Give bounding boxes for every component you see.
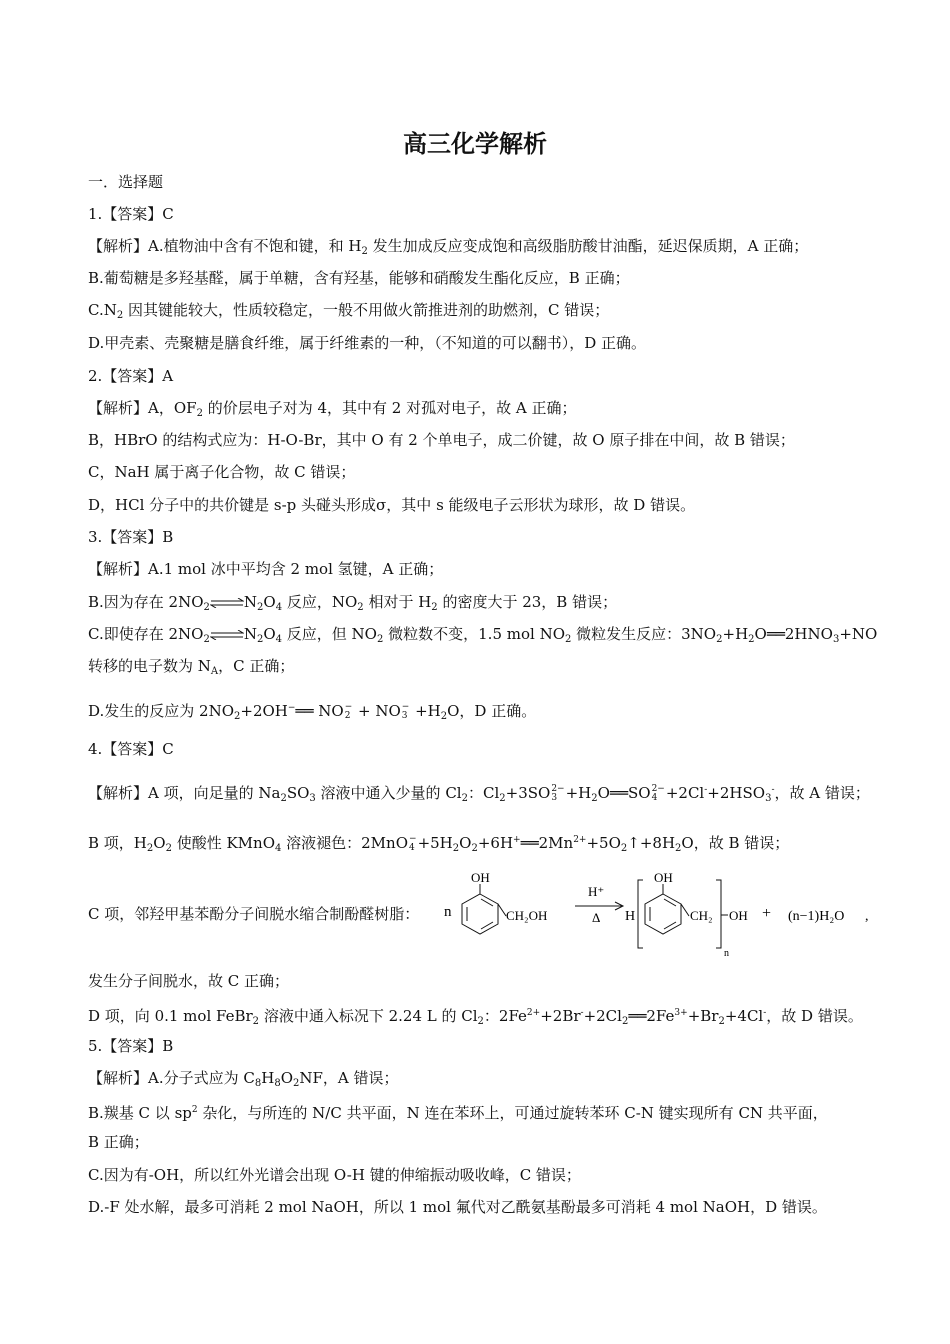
eq-subscript-n: n bbox=[724, 948, 729, 959]
eq-oh-2: OH bbox=[654, 870, 673, 885]
q3-option-d: D.发生的反应为 $2NO_2+2OH^-══$ NO − 2 + NO − 3 $+H_2O$，D 正确。 bbox=[88, 702, 537, 722]
eq-comma: , bbox=[865, 909, 869, 924]
q3-option-c: C.即使存在 $2NO_2$ $N_2O_4$ 反应，但 $NO_2$ 微粒数不变，1.5 mol $NO_2$ 微粒发生反应：$3NO_2+H_2O══2HNO_3+NO$ bbox=[88, 625, 878, 645]
q1-answer: 1.【答案】C bbox=[88, 205, 174, 223]
q3-option-c-cont: 转移的电子数为 $N_A$，C 正确； bbox=[88, 657, 295, 677]
q4-option-c-conclusion: 发生分子间脱水，故 C 正确； bbox=[88, 972, 290, 990]
eq-oh-end: OH bbox=[729, 908, 748, 923]
eq-n: n bbox=[444, 904, 452, 920]
phenolic-resin-equation bbox=[440, 870, 880, 960]
q4-option-d: D 项，向 0.1 mol FeBr$_2$ 溶液中通入标况下 2.24 L 的 $Cl_2$：$2Fe^{2+}+2Br^-+2Cl_2══2Fe^{3+}+Br_2+4Cl^-$，故 D 错误。 bbox=[88, 1007, 863, 1027]
q3-option-b: B.因为存在 $2NO_2$ $N_2O_4$ 反应，$NO_2$ 相对于 $H_2$ 的密度大于 23，B 错误； bbox=[88, 593, 618, 613]
q4-answer: 4.【答案】C bbox=[88, 740, 174, 758]
q5-answer: 5.【答案】B bbox=[88, 1037, 174, 1055]
q5-option-a: 【解析】A.分子式应为 $C_8H_8O_2NF$，A 错误； bbox=[88, 1069, 399, 1089]
eq-ch2: CH₂ bbox=[690, 908, 713, 923]
eq-plus: + bbox=[762, 905, 772, 922]
q2-option-b: B，HBrO 的结构式应为：H-O-Br，其中 O 有 2 个单电子，成二价键，故 O 原子排在中间，故 B 错误； bbox=[88, 431, 795, 449]
q2-option-a: 【解析】A，$OF_2$ 的价层电子对为 4，其中有 2 对孤对电子，故 A 正确； bbox=[88, 399, 577, 419]
eq-oh-1: OH bbox=[471, 870, 490, 885]
q5-option-c: C.因为有-OH，所以红外光谱会出现 O-H 键的伸缩振动吸收峰，C 错误； bbox=[88, 1166, 581, 1184]
q3-answer: 3.【答案】B bbox=[88, 528, 174, 546]
q5-option-b: B.羰基 C 以 $sp^2$ 杂化，与所连的 N/C 共平面，N 连在苯环上，可通过旋转苯环 C-N 键实现所有 CN 共平面， bbox=[88, 1104, 828, 1122]
equilibrium-arrow bbox=[210, 598, 244, 608]
q5-option-d: D.-F 处水解，最多可消耗 2 mol NaOH，所以 1 mol 氟代对乙酰氨基酚最多可消耗 4 mol NaOH，D 错误。 bbox=[88, 1198, 827, 1216]
q5-option-b-cont: B 正确； bbox=[88, 1133, 149, 1151]
q2-option-c: C，NaH 属于离子化合物，故 C 错误； bbox=[88, 463, 356, 481]
q4-option-a: 【解析】A 项，向足量的 $Na_2SO_3$ 溶液中通入少量的 $Cl_2$：$Cl_2+3SO$ 2− 3 $+H_2O══SO$ 2− 4 $+2Cl^-+2HSO_3^-$，故 A 错误； bbox=[88, 784, 870, 804]
q1-option-b: B.葡萄糖是多羟基醛，属于单糖，含有羟基，能够和硝酸发生酯化反应，B 正确； bbox=[88, 269, 630, 287]
q3-option-a: 【解析】A.1 mol 冰中平均含 2 mol 氢键，A 正确； bbox=[88, 560, 444, 578]
page-title: 高三化学解析 bbox=[403, 130, 547, 158]
eq-h: H bbox=[625, 909, 636, 924]
q2-option-d: D，HCl 分子中的共价键是 s-p 头碰头形成σ，其中 s 能级电子云形状为球形，故 D 错误。 bbox=[88, 496, 696, 514]
q1-option-d: D.甲壳素、壳聚糖是膳食纤维，属于纤维素的一种，（不知道的可以翻书），D 正确。 bbox=[88, 334, 647, 352]
section-heading: 一．选择题 bbox=[88, 173, 164, 191]
eq-water: (n−1)H₂O bbox=[788, 909, 845, 924]
q4-option-b: B 项，$H_2O_2$ 使酸性 KMnO$_4$ 溶液褪色：2MnO − 4 $+5H_2O_2+6H^+══2Mn^{2+}+5O_2↑+8H_2O$，故 B 错误； bbox=[88, 834, 790, 854]
q4-option-c-text: C 项，邻羟甲基苯酚分子间脱水缩合制酚醛树脂： bbox=[88, 905, 420, 923]
eq-ch2oh: CH₂OH bbox=[506, 908, 548, 923]
q1-option-a: 【解析】A.植物油中含有不饱和键，和 $H_2$ 发生加成反应变成饱和高级脂肪酸甘油酯，延迟保质期，A 正确； bbox=[88, 237, 809, 257]
eq-heat: Δ bbox=[592, 910, 601, 925]
eq-catalyst: H⁺ bbox=[588, 884, 605, 899]
q1-option-c: $C.N_2$ 因其键能较大，性质较稳定，一般不用做火箭推进剂的助燃剂，C 错误； bbox=[88, 301, 610, 321]
equilibrium-arrow bbox=[210, 630, 244, 640]
q2-answer: 2.【答案】A bbox=[88, 367, 174, 385]
